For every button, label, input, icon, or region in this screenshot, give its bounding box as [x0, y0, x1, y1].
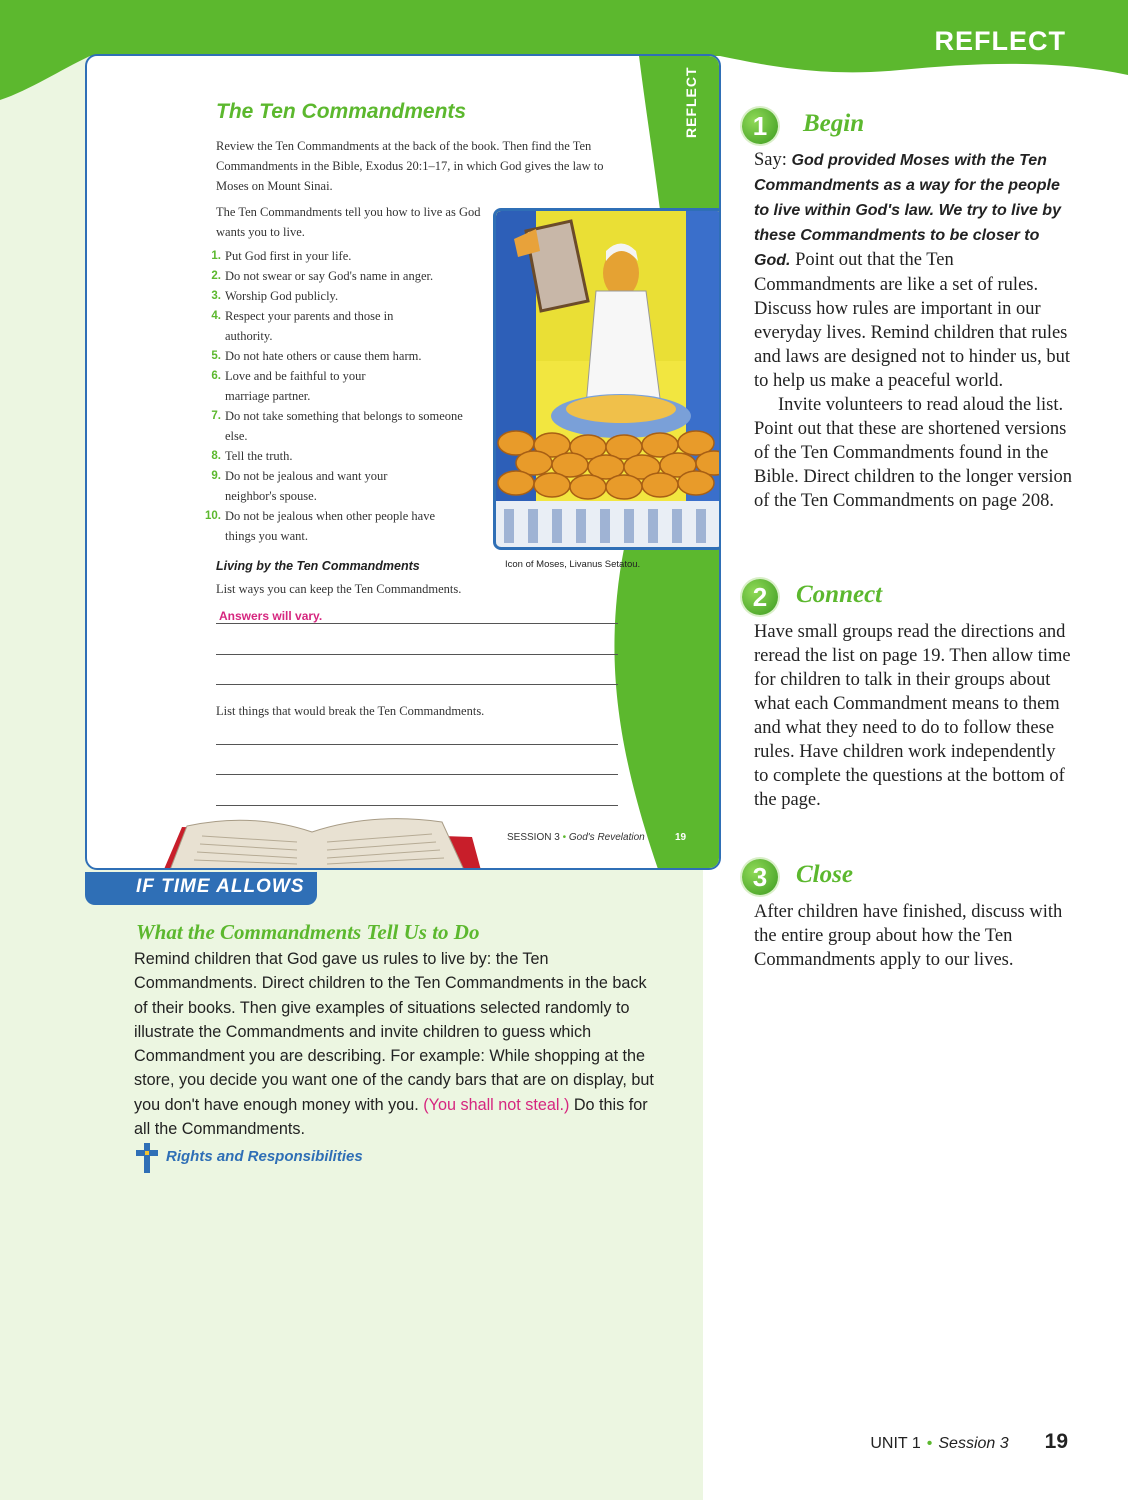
step-3-text: After children have finished, discuss with the entire group about how the Ten Commandments apply to our lives. — [754, 902, 1063, 970]
bullet-dot: • — [926, 1435, 933, 1452]
answer-line[interactable] — [216, 623, 618, 624]
answer-line[interactable] — [216, 774, 618, 775]
step-2-title: Connect — [796, 581, 883, 608]
step-2-text: Have small groups read the directions and reread the list on page 19. Then allow time for children to talk in their groups about what each Commandment means to them and what they need to do to follow these rules. Have children work independently to complete the questions at the bottom of the page. — [754, 622, 1071, 810]
list-item: 4. Respect your parents and those in authority. — [211, 309, 394, 343]
step-3-body — [754, 900, 1064, 972]
footer-unit: UNIT 1 — [870, 1435, 921, 1452]
answer-line[interactable] — [216, 805, 618, 806]
theme-label: Rights and Responsibilities — [166, 1148, 363, 1165]
footer-session: Session 3 — [938, 1435, 1009, 1452]
step-2-body — [754, 620, 1072, 812]
page-footer — [870, 1430, 1068, 1454]
inset-intro: Review the Ten Commandments at the back of the book. Then find the Ten Commandments in the Bible, Exodus 20:1–17, in which God gives the law to Moses on Mount Sinai. — [216, 139, 604, 193]
inset-page-number: 19 — [675, 832, 687, 843]
activity-text-end: Do this for all the Commandments. — [134, 1095, 648, 1139]
answer-line[interactable] — [216, 744, 618, 745]
step-1-body — [754, 148, 1072, 513]
commandment-list — [201, 246, 481, 546]
activity-answer: (You shall not steal.) — [423, 1095, 570, 1114]
moses-icon-artwork — [493, 208, 721, 550]
step-1-title: Begin — [803, 110, 865, 137]
footer-topic: God's Revelation — [568, 832, 645, 843]
activity-text: Remind children that God gave us rules to live by: the Ten Commandments. Direct children to the Ten Commandments in the back of their books. Then give examples of situations selected randomly to illustrate the Commandments and invite children to guess which Commandment you are describing. For example: While shopping at the store, you decide you want one of the candy bars that are on display, but you don't have enough money with you. — [134, 950, 654, 1114]
list-item: 7. Do not take something that belongs to someone else. — [211, 409, 463, 443]
bullet-dot: • — [562, 832, 569, 843]
list-item: 10. Do not be jealous when other people have things you want. — [205, 509, 436, 543]
activity-body — [134, 947, 654, 1141]
moses-illustration — [496, 211, 721, 547]
step-1-para2: Invite volunteers to read aloud the list. Point out that these are shortened versions of the Ten Commandments found in the Bible. Direct children to the longer version of the Ten Commandments on page 208. — [754, 395, 1073, 511]
list-item: 6. Love and be faithful to your marriage partner. — [211, 369, 366, 403]
student-page-inset — [85, 54, 721, 870]
activity-title: What the Commandments Tell Us to Do — [136, 920, 480, 944]
inset-footer — [507, 832, 645, 843]
answer-note: Answers will vary. — [219, 609, 323, 623]
page-number: 19 — [1044, 1430, 1068, 1453]
answer-line[interactable] — [216, 654, 618, 655]
say-script: God provided Moses with the Ten Commandments as a way for the people to live within God's law. We try to live by these Commandments to be closer to God. — [754, 152, 1061, 269]
prompt-keep: List ways you can keep the Ten Commandments. — [216, 582, 462, 596]
cross-icon — [136, 1143, 158, 1173]
if-time-allows-label: IF TIME ALLOWS — [136, 876, 305, 897]
living-heading: Living by the Ten Commandments — [216, 559, 420, 573]
open-bible-image — [142, 812, 482, 870]
inset-lead: The Ten Commandments tell you how to live as God wants you to live. — [216, 205, 481, 239]
step-3-title: Close — [796, 861, 853, 888]
step-3-badge: 3 — [742, 859, 778, 895]
reflect-tab-label: REFLECT — [683, 66, 699, 138]
step-2-badge: 2 — [742, 579, 778, 615]
list-item: 8. Tell the truth. — [211, 449, 293, 463]
list-item: 9. Do not be jealous and want your neighbor's spouse. — [211, 469, 388, 503]
list-item: 3. Worship God publicly. — [211, 289, 339, 303]
list-item: 1. Put God first in your life. — [211, 249, 352, 263]
list-item: 2. Do not swear or say God's name in anger. — [211, 269, 434, 283]
section-title: REFLECT — [934, 26, 1066, 56]
prompt-break: List things that would break the Ten Commandments. — [216, 704, 485, 718]
answer-line[interactable] — [216, 684, 618, 685]
footer-session: SESSION 3 — [507, 832, 560, 843]
inset-title: The Ten Commandments — [216, 100, 467, 123]
say-prefix: Say: — [754, 150, 792, 170]
step-1-text: Point out that the Ten Commandments are like a set of rules. Discuss how rules are important in our everyday lives. Remind children that rules and laws are designed not to hinder us, but to help us make a peaceful world. — [754, 250, 1070, 391]
list-item: 5. Do not hate others or cause them harm. — [211, 349, 422, 363]
artwork-caption: Icon of Moses, Livanus Setatou. — [505, 559, 641, 570]
step-1-badge: 1 — [742, 108, 778, 144]
